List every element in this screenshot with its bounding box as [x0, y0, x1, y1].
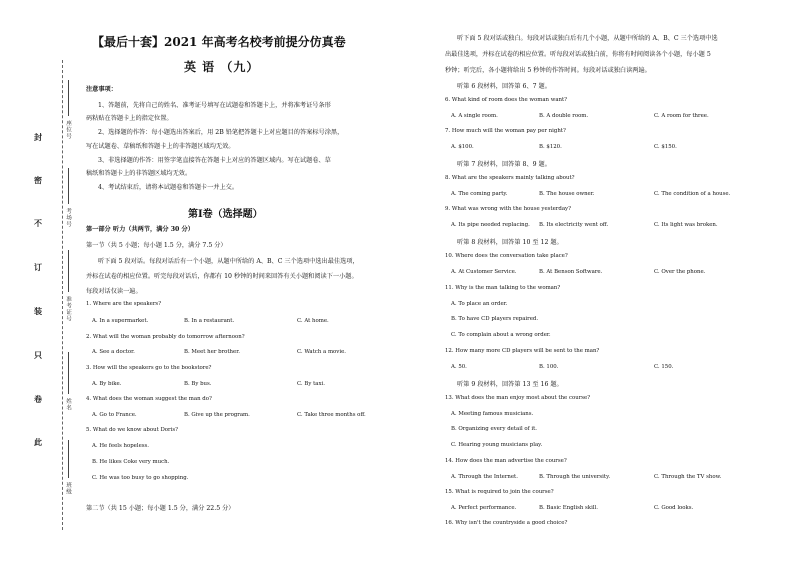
section-one-title: 第一节（共 5 小题；每小题 1.5 分，满分 7.5 分） — [86, 242, 227, 249]
option-a: A. A single room. — [451, 113, 498, 119]
option-c: C. He was too busy to go shopping. — [92, 475, 189, 481]
option-a: A. Meeting famous musicians. — [451, 411, 534, 417]
option-c: C. Its light was broken. — [654, 222, 718, 228]
option-c: C. At home. — [297, 318, 329, 324]
option-c: C. Over the phone. — [654, 269, 706, 275]
option-b: B. The house owner. — [539, 191, 595, 197]
option-c: C. By taxi. — [297, 381, 325, 387]
admission-number-line — [68, 250, 69, 292]
option-b: B. Through the university. — [539, 474, 611, 480]
question-text: 16. Why isn't the countryside a good choice? — [445, 520, 568, 526]
seal-char: 只 — [34, 350, 42, 360]
class-label: 班级 — [65, 482, 71, 496]
option-a: A. See a doctor. — [92, 349, 135, 355]
option-a: A. Through the Internet. — [451, 474, 518, 480]
notice-line: 1、答题前，先将自己的姓名、准考证号填写在试题卷和答题卡上，并将准考证号条形 — [98, 102, 331, 109]
option-a: A. Go to France. — [92, 412, 137, 418]
seat-number-label: 座位号 — [65, 120, 71, 140]
question-text: 14. How does the man advertise the course? — [445, 458, 567, 464]
question-text: 15. What is required to join the course? — [445, 489, 554, 495]
option-b: B. Meet her brother. — [184, 349, 240, 355]
question-text: 12. How many more CD players will be sent to the man? — [445, 348, 600, 354]
binding-line — [62, 60, 63, 530]
seal-char: 装 — [34, 306, 42, 316]
seal-char: 封 — [34, 132, 42, 142]
question-text: 3. How will the speakers go to the bookstore? — [86, 365, 212, 371]
question-text: 5. What do we know about Doris? — [86, 427, 178, 433]
question-text: 8. What are the speakers mainly talking about? — [445, 175, 575, 181]
option-b: B. He likes Coke very much. — [92, 459, 170, 465]
seal-char: 订 — [34, 262, 42, 272]
notice-line: 写在试题卷、草稿纸和答题卡上的非答题区域均无效。 — [86, 143, 235, 150]
section-two-title: 第二节（共 15 小题；每小题 1.5 分，满分 22.5 分） — [86, 505, 235, 512]
listening-section-title: 第一部分 听力（共两节，满分 30 分） — [86, 226, 194, 233]
exam-room-label: 考场号 — [65, 208, 71, 228]
option-a: A. At Customer Service. — [451, 269, 517, 275]
question-text: 13. What does the man enjoy most about the course? — [445, 395, 591, 401]
option-a: A. $100. — [451, 144, 474, 150]
class-line — [68, 440, 69, 478]
subject-title: 英 语 （九） — [184, 60, 260, 74]
option-b: B. By bus. — [184, 381, 212, 387]
option-c: C. Take three months off. — [297, 412, 366, 418]
exam-title: 【最后十套】2021 年高考名校考前提分仿真卷 — [92, 35, 346, 49]
option-b: B. Its electricity went off. — [539, 222, 609, 228]
notice-line: 4、考试结束后，请将本试题卷和答题卡一并上交。 — [98, 184, 239, 191]
option-a: A. To place an order. — [451, 301, 508, 307]
notice-line: 码粘贴在答题卡上的指定位置。 — [86, 115, 173, 122]
question-text: 7. How much will the woman pay per night? — [445, 128, 566, 134]
option-a: A. The coming party. — [451, 191, 508, 197]
option-b: B. In a restaurant. — [184, 318, 235, 324]
seal-char: 密 — [34, 175, 42, 185]
option-a: A. He feels hopeless. — [92, 443, 150, 449]
seat-number-line — [68, 80, 69, 116]
option-b: B. 100. — [539, 364, 559, 370]
option-c: C. $150. — [654, 144, 677, 150]
option-c: C. To complain about a wrong order. — [451, 332, 551, 338]
question-text: 11. Why is the man talking to the woman? — [445, 285, 561, 291]
option-a: A. In a supermarket. — [92, 318, 149, 324]
section-two-intro: 听下面 5 段对话或独白。每段对话或独白后有几个小题，从题中所给的 A、B、C 三个选项中选 — [457, 35, 718, 42]
question-text: 9. What was wrong with the house yesterday? — [445, 206, 571, 212]
section-two-intro: 出最佳选项，并标在试卷的相应位置。听每段对话或独白前，你将有时间阅读各个小题，每小题 5 — [445, 51, 711, 58]
option-b: B. To have CD players repaired. — [451, 316, 539, 322]
option-a: A. By bike. — [92, 381, 122, 387]
option-a: A. Its pipe needed replacing. — [451, 222, 530, 228]
seal-char: 此 — [34, 437, 42, 447]
question-text: 1. Where are the speakers? — [86, 301, 162, 307]
exam-room-line — [68, 168, 69, 204]
passage-note: 听第 9 段材料，回答第 13 至 16 题。 — [457, 381, 563, 388]
section-one-intro: 听下面 5 段对话。每段对话后有一个小题，从题中所给的 A、B、C 三个选项中选出最佳选项， — [98, 258, 359, 265]
notice-line: 2、选择题的作答：每小题选出答案后，用 2B 铅笔把答题卡上对应题目的答案标号涂黑， — [98, 129, 344, 136]
question-text: 2. What will the woman probably do tomorrow afternoon? — [86, 334, 245, 340]
option-b: B. Organizing every detail of it. — [451, 426, 537, 432]
question-text: 10. Where does the conversation take place? — [445, 253, 568, 259]
option-b: B. Give up the program. — [184, 412, 250, 418]
option-c: C. The condition of a house. — [654, 191, 731, 197]
seal-char: 不 — [34, 218, 42, 228]
section-two-intro: 秒钟；听完后，各小题将给出 5 秒钟的作答时间。每段对话或独白读两遍。 — [445, 67, 651, 74]
question-text: 6. What kind of room does the woman want? — [445, 97, 568, 103]
notice-heading: 注意事项： — [86, 86, 117, 93]
question-text: 4. What does the woman suggest the man do? — [86, 396, 212, 402]
option-c: C. A room for three. — [654, 113, 709, 119]
admission-number-label: 准考证号 — [65, 296, 71, 323]
notice-line: 3、非选择题的作答：用签字笔直接答在答题卡上对应的答题区域内。写在试题卷、草 — [98, 157, 331, 164]
passage-note: 听第 8 段材料，回答第 10 至 12 题。 — [457, 239, 563, 246]
passage-note: 听第 7 段材料，回答第 8、9 题。 — [457, 161, 551, 168]
option-a: A. Perfect performance. — [451, 505, 517, 511]
option-c: C. Good looks. — [654, 505, 694, 511]
option-b: B. A double room. — [539, 113, 589, 119]
option-c: C. Through the TV show. — [654, 474, 722, 480]
option-c: C. 150. — [654, 364, 674, 370]
section-one-intro: 每段对话仅读一遍。 — [86, 288, 142, 295]
option-c: C. Hearing young musicians play. — [451, 442, 543, 448]
seal-char: 卷 — [34, 394, 42, 404]
part-one-title: 第Ⅰ卷（选择题） — [188, 209, 263, 220]
option-c: C. Watch a movie. — [297, 349, 346, 355]
name-line — [68, 352, 69, 394]
option-b: B. Basic English skill. — [539, 505, 598, 511]
option-b: B. $120. — [539, 144, 562, 150]
option-a: A. 50. — [451, 364, 467, 370]
passage-note: 听第 6 段材料，回答第 6、7 题。 — [457, 83, 551, 90]
option-b: B. At Benson Software. — [539, 269, 603, 275]
name-label: 姓名 — [65, 398, 71, 412]
section-one-intro: 并标在试卷的相应位置。听完每段对话后，你都有 10 秒钟的时间来回答有关小题和阅读下一小题。 — [86, 273, 358, 280]
notice-line: 稿纸和答题卡上的非答题区域均无效。 — [86, 170, 192, 177]
